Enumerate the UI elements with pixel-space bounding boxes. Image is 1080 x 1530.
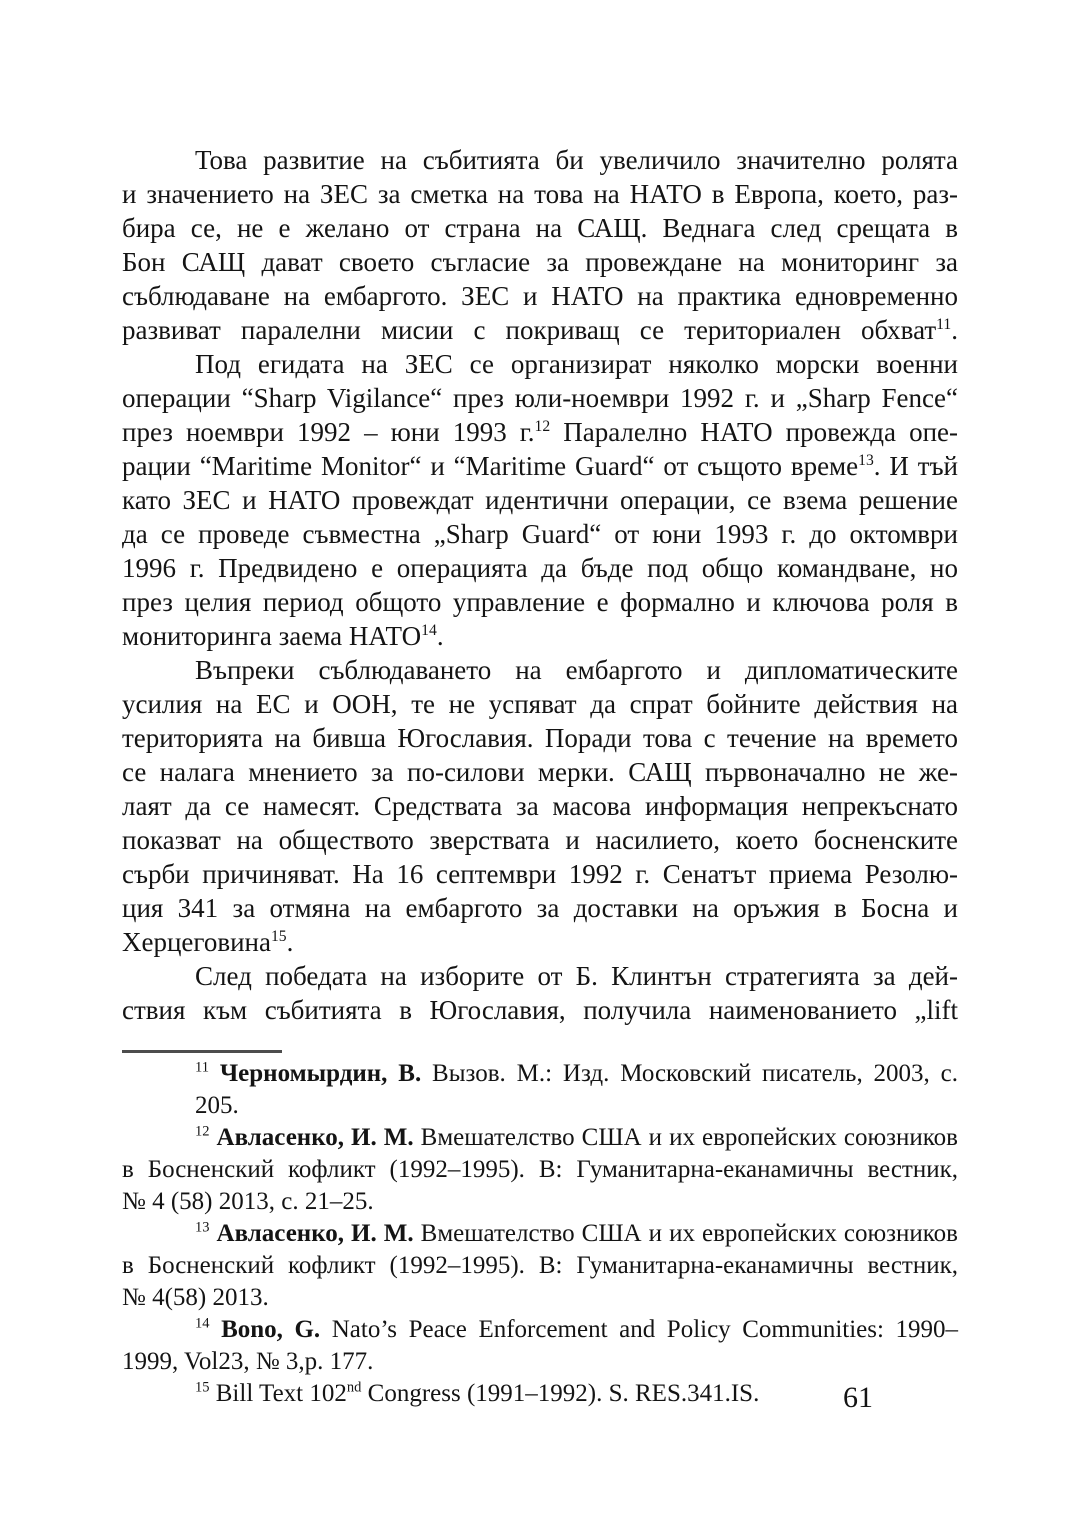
text-segment: в Босненский кофликт (1992–1995). В: Гуманитарна-еканамичны вестник, xyxy=(122,1156,958,1183)
text-segment: Вмешателство США и их европейских союзников xyxy=(413,1124,958,1151)
text-line xyxy=(122,1346,958,1378)
text-segment: Въпреки съблюдаването на ембаргото и дипломатическите xyxy=(195,655,958,685)
superscript-reference: 11 xyxy=(195,1059,209,1076)
text-segment: . И тъй xyxy=(873,451,958,481)
text-segment: територията на бивша Югославия. Поради това с течение на времето xyxy=(122,723,958,753)
text-line xyxy=(122,279,958,313)
author-name-bold: Авласенко, И. М. xyxy=(209,1124,414,1151)
text-segment: Nato’s Peace Enforcement and Policy Communities: 1990– xyxy=(320,1316,958,1343)
text-segment: Под егидата на ЗЕС се организират няколко морски военни xyxy=(195,349,958,379)
text-line xyxy=(122,619,958,653)
text-segment: в Босненский кофликт (1992–1995). В: Гуманитарна-еканамичны вестник, xyxy=(122,1252,958,1279)
text-line xyxy=(122,1314,958,1346)
text-segment: съблюдаване на ембаргото. ЗЕС и НАТО на практика едновременно xyxy=(122,281,958,311)
body-paragraph xyxy=(122,653,958,959)
superscript-reference: 12 xyxy=(195,1123,210,1140)
superscript-reference: 15 xyxy=(270,928,287,945)
text-line xyxy=(122,857,958,891)
footnote xyxy=(122,1218,958,1314)
text-segment: . xyxy=(436,621,444,651)
superscript-reference: 14 xyxy=(421,622,437,639)
text-segment: мониторинга заема НАТО xyxy=(122,621,422,651)
text-line xyxy=(122,177,958,211)
text-segment: Херцеговина xyxy=(122,927,271,957)
body-text xyxy=(122,143,958,1027)
footnote xyxy=(122,1058,958,1122)
page-number: 61 xyxy=(843,1381,873,1414)
author-name-bold: Черномырдин, В. xyxy=(208,1060,422,1087)
text-segment: № 4(58) 2013. xyxy=(122,1284,269,1311)
text-segment: рации “Maritime Monitor“ и “Maritime Guard“ от същото време xyxy=(122,451,859,481)
text-segment: показват на обществото зверствата и насилието, което босненските xyxy=(122,825,958,855)
text-segment: ствия към събитията в Югославия, получила наименованието „lift xyxy=(122,995,958,1025)
text-line xyxy=(122,381,958,415)
superscript-reference: 12 xyxy=(534,418,551,435)
body-paragraph xyxy=(122,143,958,347)
text-segment: . xyxy=(286,927,294,957)
text-line xyxy=(122,1122,958,1154)
footnote-separator-rule xyxy=(122,1050,282,1053)
text-line xyxy=(122,551,958,585)
superscript-reference: 14 xyxy=(195,1315,210,1332)
text-line xyxy=(122,347,958,381)
text-segment: Вмешателство США и их европейских союзников xyxy=(413,1220,958,1247)
text-line xyxy=(122,1154,958,1186)
text-line xyxy=(122,143,958,177)
text-line xyxy=(122,755,958,789)
text-line xyxy=(122,823,958,857)
text-segment: Паралелно НАТО провежда опе- xyxy=(550,417,958,447)
text-segment: Bill Text 102 xyxy=(209,1380,347,1407)
text-line xyxy=(122,721,958,755)
superscript-reference: nd xyxy=(346,1379,362,1396)
text-segment: операции “Sharp Vigilance“ през юли-ноември 1992 г. и „Sharp Fence“ xyxy=(122,383,958,413)
text-segment: се налага мнението за по-силови мерки. САЩ първоначално не же- xyxy=(122,757,958,787)
text-line xyxy=(122,585,958,619)
text-segment: След победата на изборите от Б. Клинтън стратегията за дей- xyxy=(195,961,958,991)
text-line xyxy=(122,449,958,483)
text-line xyxy=(122,517,958,551)
text-segment: като ЗЕС и НАТО провеждат идентични операции, се взема решение xyxy=(122,485,958,515)
text-line xyxy=(122,415,958,449)
text-segment: лаят да се намесят. Средствата за масова информация непрекъснато xyxy=(122,791,958,821)
text-line xyxy=(122,959,958,993)
text-segment: сърби причиняват. На 16 септември 1992 г. Сенатът приема Резолю- xyxy=(122,859,958,889)
text-line xyxy=(122,1250,958,1282)
footnote xyxy=(122,1122,958,1218)
text-line xyxy=(122,1186,958,1218)
text-segment: Това развитие на събитията би увеличило значително ролята xyxy=(195,145,958,175)
text-line xyxy=(122,211,958,245)
superscript-reference: 11 xyxy=(936,316,952,333)
text-line xyxy=(122,1378,958,1410)
author-name-bold: Авласенко, И. М. xyxy=(209,1220,414,1247)
text-line xyxy=(122,1058,958,1122)
text-line xyxy=(122,687,958,721)
text-segment: Вызов. М.: Изд. Московский писатель, 2003, с. 205. xyxy=(195,1060,958,1119)
text-line xyxy=(122,789,958,823)
body-paragraph xyxy=(122,959,958,1027)
text-line xyxy=(122,1282,958,1314)
text-line xyxy=(122,993,958,1027)
text-line xyxy=(122,891,958,925)
text-segment: бира се, не е желано от страна на САЩ. Веднага след срещата в xyxy=(122,213,958,243)
text-line xyxy=(122,653,958,687)
text-segment: 1996 г. Предвидено е операцията да бъде под общо командване, но xyxy=(122,553,958,583)
footnote xyxy=(122,1314,958,1378)
footnote xyxy=(122,1378,958,1410)
text-line xyxy=(122,483,958,517)
text-segment: . xyxy=(951,315,958,345)
text-segment: през ноември 1992 – юни 1993 г. xyxy=(122,417,535,447)
text-segment: и значението на ЗЕС за сметка на това на НАТО в Европа, което, раз- xyxy=(122,179,958,209)
text-segment: 1999, Vol23, № 3,p. 177. xyxy=(122,1348,374,1375)
text-line xyxy=(122,925,958,959)
text-segment: ция 341 за отмяна на ембаргото за доставки на оръжия в Босна и xyxy=(122,893,958,923)
body-paragraph xyxy=(122,347,958,653)
author-name-bold: Bono, G. xyxy=(209,1316,321,1343)
text-segment: усилия на ЕС и ООН, те не успяват да спрат бойните действия на xyxy=(122,689,958,719)
superscript-reference: 13 xyxy=(195,1219,210,1236)
text-line xyxy=(122,245,958,279)
text-segment: № 4 (58) 2013, с. 21–25. xyxy=(122,1188,374,1215)
text-segment: Бон САЩ дават своето съгласие за провеждане на мониторинг за xyxy=(122,247,958,277)
text-segment: развиват паралелни мисии с покриващ се териториален обхват xyxy=(122,315,937,345)
footnotes-section xyxy=(122,1058,958,1410)
text-segment: Congress (1991–1992). S. RES.341.IS. xyxy=(361,1380,760,1407)
text-segment: през целия период общото управление е формално и ключова роля в xyxy=(122,587,958,617)
text-line xyxy=(122,313,958,347)
superscript-reference: 13 xyxy=(858,452,874,469)
superscript-reference: 15 xyxy=(195,1379,210,1396)
text-line xyxy=(122,1218,958,1250)
text-segment: да се проведе съвместна „Sharp Guard“ от юни 1993 г. до октомври xyxy=(122,519,958,549)
